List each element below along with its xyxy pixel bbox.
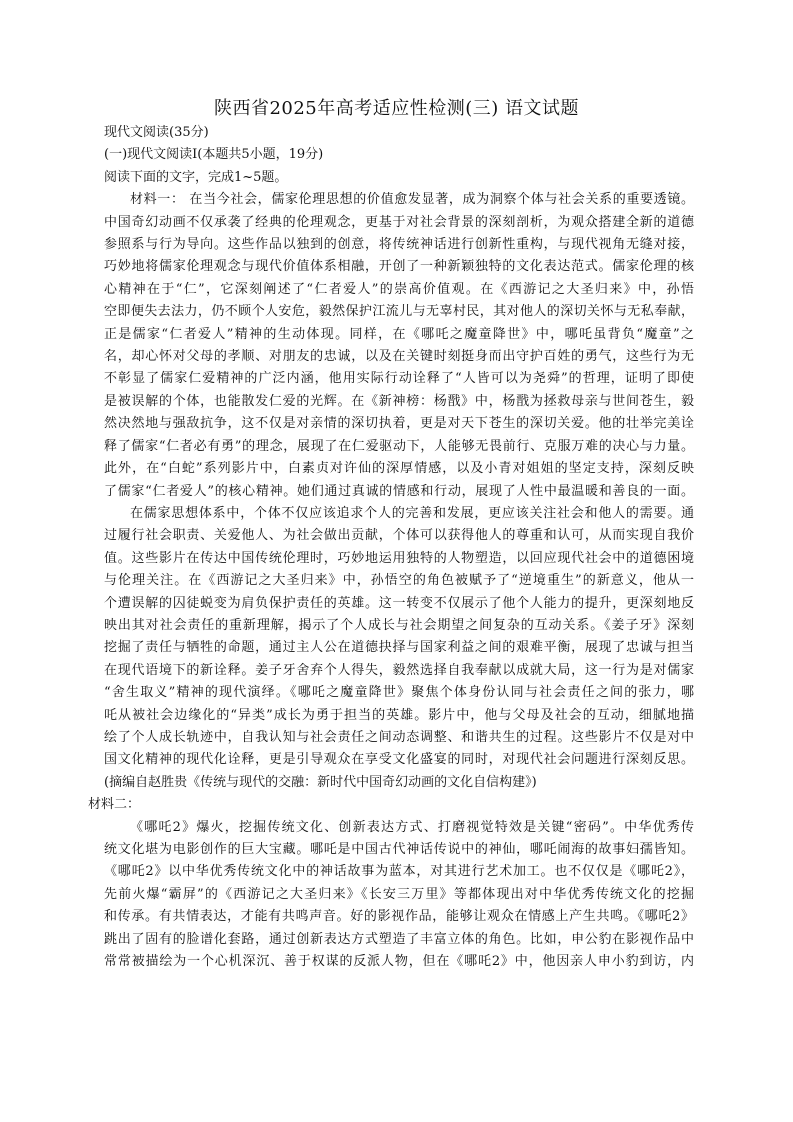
text-line: 了儒家“仁者爱人”的核心精神。她们通过真诚的情感和行动，展现了人性中最温暖和善良的一面。 <box>104 483 694 499</box>
text-line: 映出其对社会责任的重新理解，揭示了个人成长与社会期望之间复杂的互动关系。《姜子牙》深刻 <box>104 617 694 633</box>
text-line: 参照系与行为导向。这些作品以独到的创意，将传统神话进行创新性重构，与现代视角无缝对接， <box>104 237 694 253</box>
material-2-label: 材料二： <box>88 797 141 813</box>
text-line: 巧妙地将儒家伦理观念与现代价值体系相融，开创了一种新颖独特的文化表达范式。儒家伦理的核 <box>104 259 694 275</box>
text-line: “舍生取义”精神的现代演绎。《哪吒之魔童降世》聚焦个体身份认同与社会责任之间的张力，哪 <box>104 685 694 701</box>
text-line: 常常被描绘为一个心机深沉、善于权谋的反派人物，但在《哪吒2》中，他因亲人申小豹到访，内 <box>104 954 694 970</box>
text-line: 《哪吒2》以中华优秀传统文化中的神话故事为蓝本，对其进行艺术加工。也不仅仅是《哪吒2》， <box>104 864 694 880</box>
text-line: 绘了个人成长轨迹中，自我认知与社会责任之间动态调整、和谐共生的过程。这些影片不仅是对中 <box>104 729 694 745</box>
text-line: 挖掘了责任与牺牲的命题，通过主人公在道德抉择与国家利益之间的艰难平衡，展现了忠诚与担当 <box>104 640 694 656</box>
text-line: 材料一： 在当今社会，儒家伦理思想的价值愈发显著，成为洞察个体与社会关系的重要透镜。 <box>130 192 694 208</box>
text-line: 值。这些影片在传达中国传统伦理时，巧妙地运用独特的人物塑造，以回应现代社会中的道德困境 <box>104 550 694 566</box>
document-body <box>88 122 694 973</box>
text-line: 统文化堪为电影创作的巨大宝藏。哪吒是中国古代神话传说中的神仙，哪吒闹海的故事妇孺皆知。 <box>104 842 694 857</box>
text-line: 《哪吒2》爆火，挖掘传统文化、创新表达方式、打磨视觉特效是关键“密码”。中华优秀传 <box>130 819 694 835</box>
text-line: 然决然地与强敌抗争，这不仅是对亲情的深切执着，更是对天下苍生的深切关爱。他的壮举完美诠 <box>104 416 694 432</box>
text-line: 吒从被社会边缘化的“异类”成长为勇于担当的英雄。影片中，他与父母及社会的互动，细腻地描 <box>104 707 694 723</box>
text-line: 和传承。有共情表达，才能有共鸣声音。好的影视作品，能够让观众在情感上产生共鸣。《哪吒2》 <box>104 909 694 925</box>
text-line: 在儒家思想体系中，个体不仅应该追求个人的完善和发展，更应该关注社会和他人的需要。通 <box>130 505 694 521</box>
text-line: 过履行社会职责、关爱他人、为社会做出贡献，个体可以获得他人的尊重和认可，从而实现自我价 <box>104 528 694 544</box>
text-line: 不彰显了儒家仁爱精神的广泛内涵，他用实际行动诠释了“人皆可以为尧舜”的哲理，证明了即使 <box>104 371 694 387</box>
text-line: 空即便失去法力，仍不顾个人安危，毅然保护江流儿与无辜村民，其对他人的深切关怀与无私奉献， <box>104 304 694 320</box>
text-line: 跳出了固有的脸谱化套路，通过创新表达方式塑造了丰富立体的角色。比如，申公豹在影视作品中 <box>104 931 694 947</box>
material-1-paragraph-2 <box>104 503 694 772</box>
text-line: 在现代语境下的新诠释。姜子牙舍弃个人得失，毅然选择自我奉献以成就大局，这一行为是对儒家 <box>104 662 694 678</box>
material-2-paragraph <box>104 817 694 974</box>
text-line: 名，却心怀对父母的孝顺、对朋友的忠诚，以及在关键时刻挺身而出守护百姓的勇气，这些行为无 <box>104 349 694 365</box>
instruction-text: 阅读下面的文字，完成1~5题。 <box>104 169 288 185</box>
text-line: 正是儒家“仁者爱人”精神的生动体现。同样，在《哪吒之魔童降世》中，哪吒虽背负“魔童”之 <box>104 326 694 342</box>
text-line: 释了儒家“仁者必有勇”的理念，展现了在仁爱驱动下，人能够无畏前行、克服万难的决心与力量。 <box>104 438 694 454</box>
text-line: 此外，在“白蛇”系列影片中，白素贞对许仙的深厚情感，以及小青对姐姐的坚定支持，深刻反映 <box>104 461 694 477</box>
text-line: 先前火爆“霸屏”的《西游记之大圣归来》《长安三万里》等都体现出对中华优秀传统文化的挖掘 <box>104 886 694 902</box>
source-citation: (摘编自赵胜贵《传统与现代的交融：新时代中国奇幻动画的文化自信构建》) <box>104 774 537 790</box>
material-1-paragraph-1 <box>104 189 694 503</box>
section-heading: 现代文阅读(35分) <box>104 125 209 140</box>
subsection-heading: (一)现代文阅读Ⅰ(本题共5小题，19分) <box>104 147 324 163</box>
text-line: 个遭误解的囚徒蜕变为肩负保护责任的英雄。这一转变不仅展示了他个人能力的提升，更深刻地反 <box>104 595 694 611</box>
text-line: 是被误解的个体，也能散发仁爱的光辉。在《新神榜：杨戬》中，杨戬为拯救母亲与世间苍生，毅 <box>104 393 694 409</box>
text-line: 中国奇幻动画不仅承袭了经典的伦理观念，更基于对社会背景的深刻剖析，为观众搭建全新的道德 <box>104 214 694 230</box>
page-title: 陕西省2025年高考适应性检测(三) 语文试题 <box>213 98 580 119</box>
text-line: 与伦理关注。在《西游记之大圣归来》中，孙悟空的角色被赋予了“逆境重生”的新意义，他从一 <box>104 573 694 589</box>
text-line: 心精神在于“仁”，它深刻阐述了“仁者爱人”的崇高价值观。在《西游记之大圣归来》中，孙悟 <box>104 281 694 297</box>
text-line: 国文化精神的现代化诠释，更是引导观众在享受文化盛宴的同时，对现代社会问题进行深刻反思。 <box>104 752 694 768</box>
